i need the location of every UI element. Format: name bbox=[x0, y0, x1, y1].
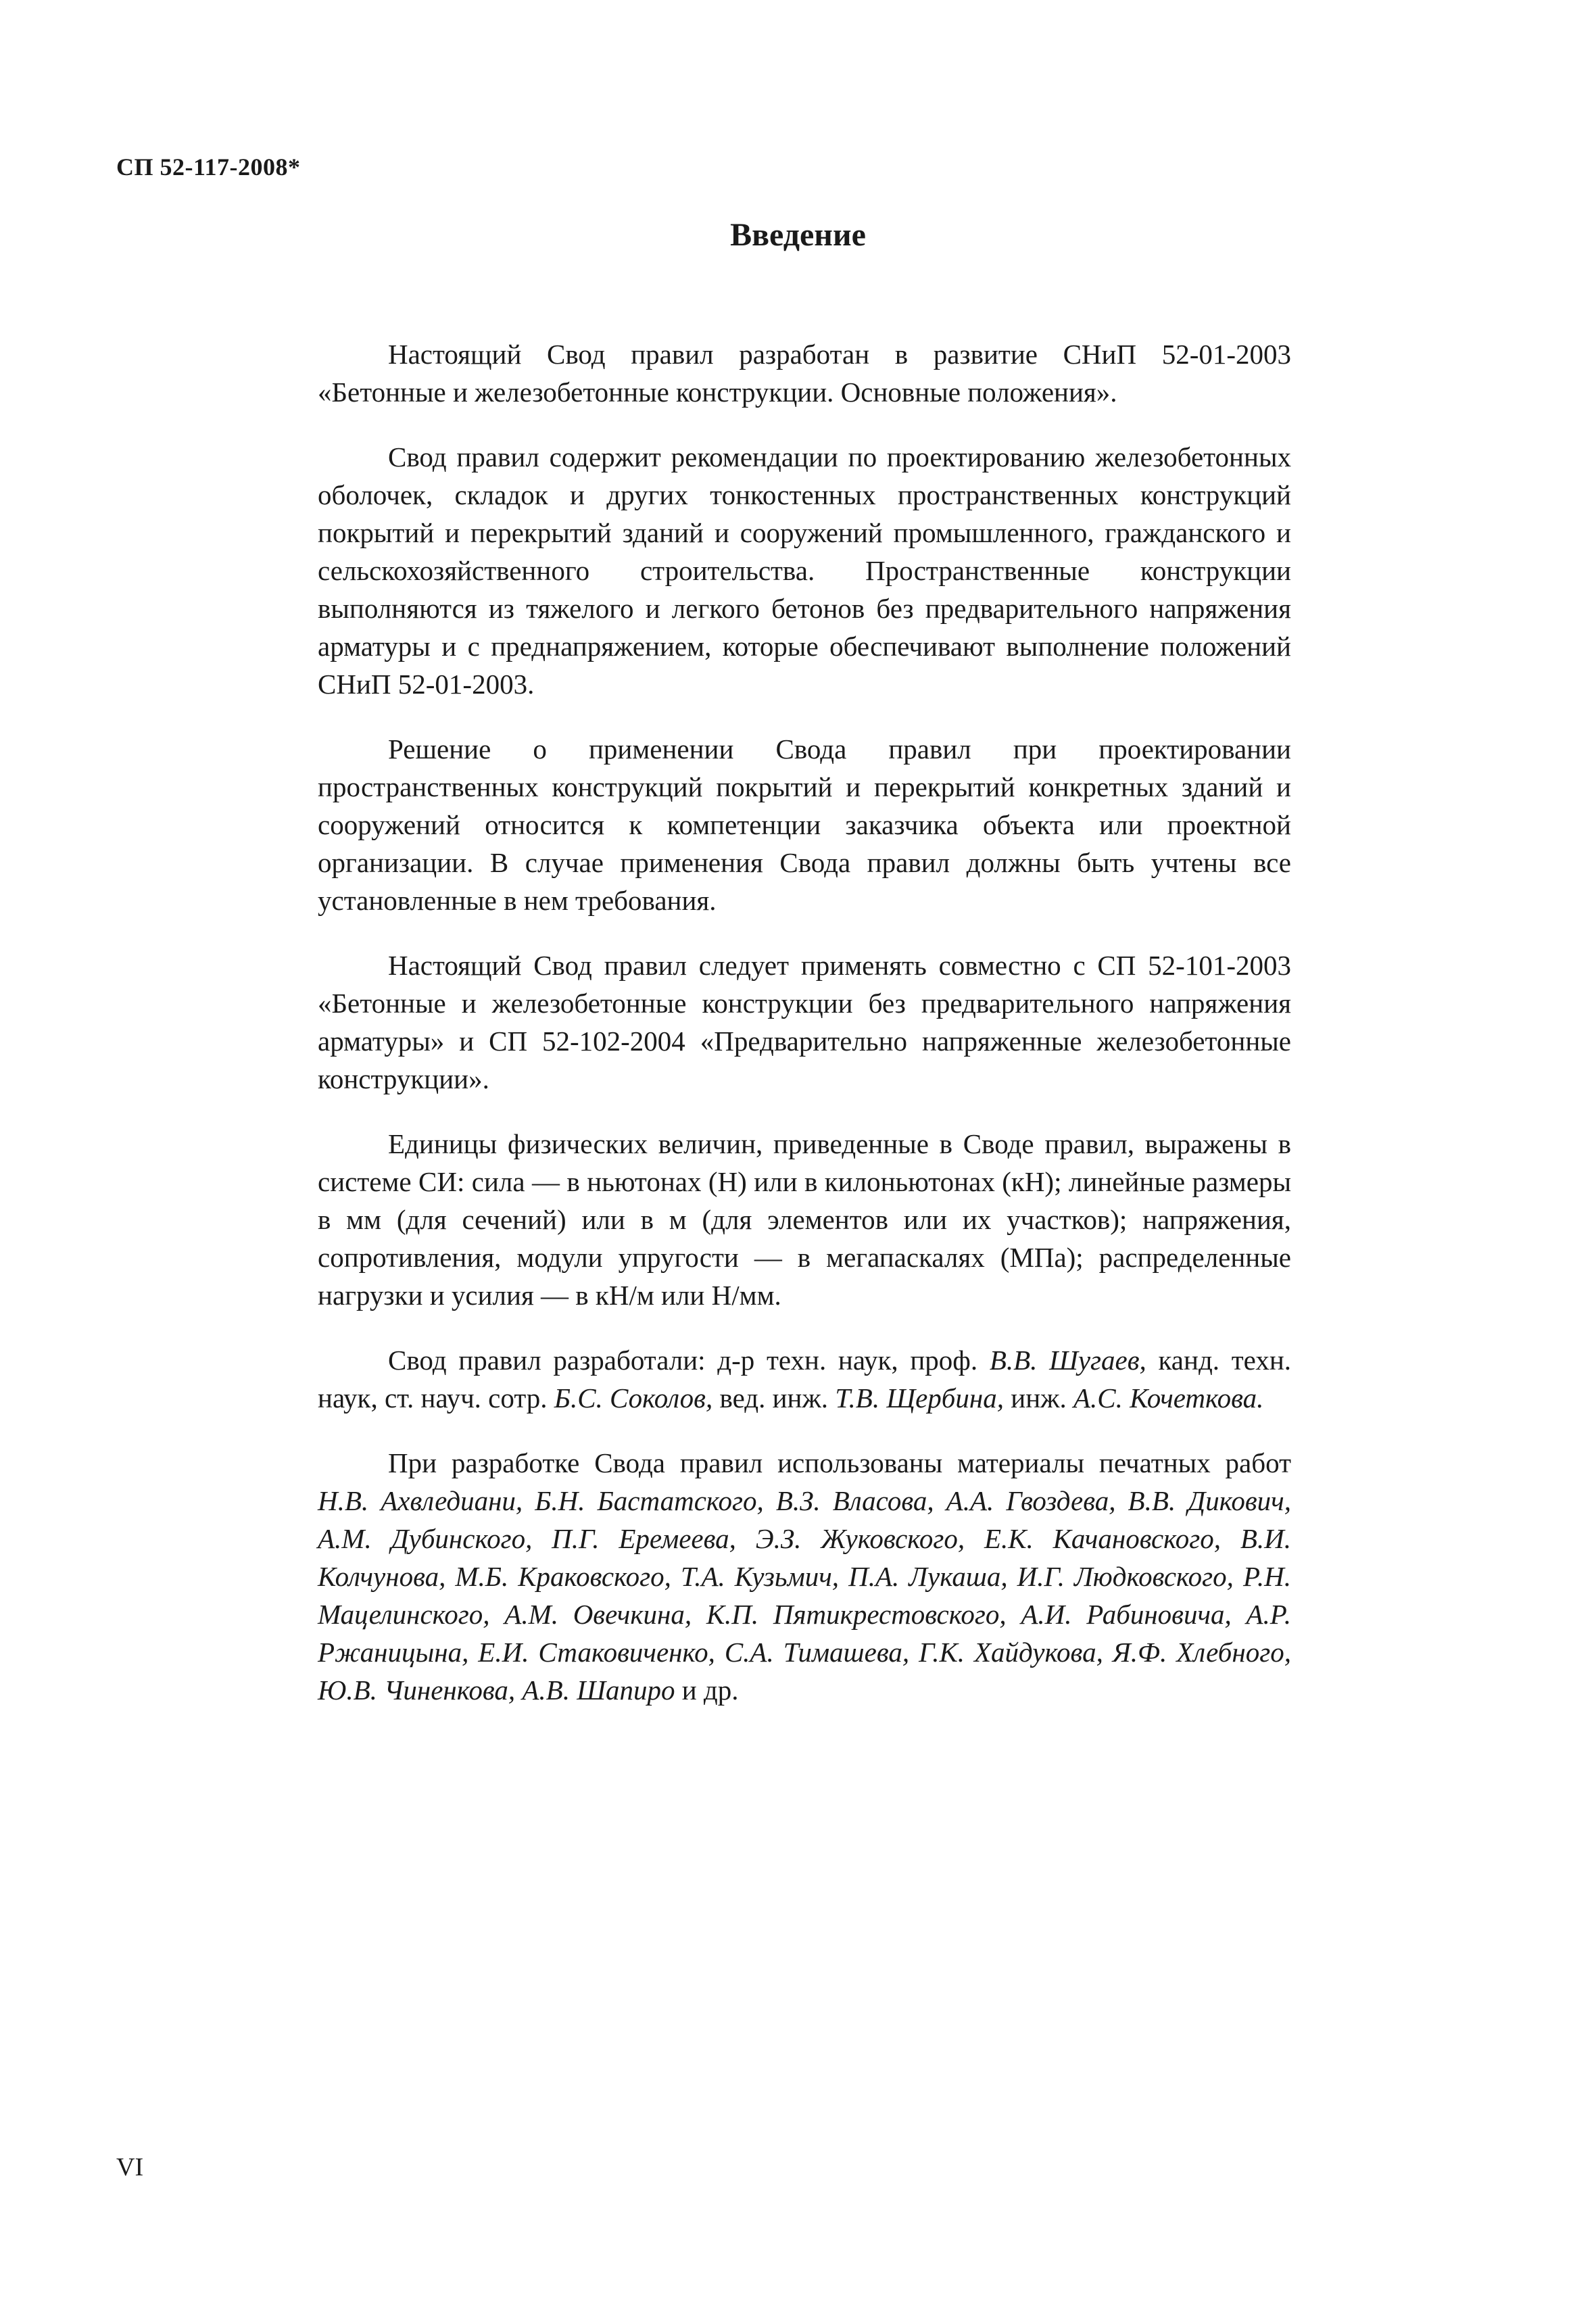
developer-role: инж. bbox=[1011, 1382, 1067, 1414]
paragraph-scope: Свод правил содержит рекомендации по проектированию железобетонных оболочек, складок и других тонкостенных пространственных конструкций покрытий и перекрытий зданий и сооружений промышленного, гражданского и сельскохозяйственного строительства. Пространственные конструкции выполняются из тяжелого и легкого бетонов без предварительного напряжения арматуры и с преднапряжением, которые обеспечивают выполнение положений СНиП 52-01-2003. bbox=[318, 441, 1291, 700]
materials-intro: При разработке Свода правил использованы материалы печатных работ bbox=[388, 1447, 1291, 1478]
paragraph-related-standards: Настоящий Свод правил следует применять совместно с СП 52-101-2003 «Бетонные и железобетонные конструкции без предварительного напряжения арматуры» и СП 52-102-2004 «Предварительно напряженные железобетонные конструкции». bbox=[318, 950, 1291, 1094]
paragraph-units: Единицы физических величин, приведенные в Своде правил, выражены в системе СИ: сила — в ньютонах (Н) или в килоньютонах (кН); линейные размеры в мм (для сечений) или в м (для элементов или их участков); напряжения, сопротивления, модули упругости — в мегапаскалях (МПа); распределенные нагрузки и усилия — в кН/м или Н/мм. bbox=[318, 1128, 1291, 1311]
paragraph-application: Решение о применении Свода правил при проектировании пространственных конструкций покрытий и перекрытий конкретных зданий и сооружений относится к компетенции заказчика объекта или проектной организации. В случае применения Свода правил должны быть учтены все установленные в нем требования. bbox=[318, 733, 1291, 916]
developer-role: канд. техн. наук, ст. науч. сотр. bbox=[318, 1345, 1292, 1414]
paragraph-developers bbox=[318, 1341, 1291, 1417]
developer-name: В.В. Шугаев, bbox=[989, 1345, 1146, 1376]
page-number: VI bbox=[116, 2153, 144, 2181]
page-title: Введение bbox=[730, 217, 866, 253]
materials-authors: Н.В. Ахвледиани, Б.Н. Бастатского, В.З. Власова, А.А. Гвоздева, В.В. Дикович, А.М. Дубинского, П.Г. Еремеева, Э.З. Жуковского, Е.К. Качановского, В.И. Колчунова, М.Б. Краковского, Т.А. Кузьмич, П.А. Лукаша, И.Г. Людковского, Р.Н. Мацелинского, А.М. Овечкина, К.П. Пятикрестовского, А.И. Рабиновича, А.Р. Ржаницына, Е.И. Стаковиченко, С.А. Тимашева, Г.К. Хайдукова, Я.Ф. Хлебного, Ю.В. Чиненкова, А.В. Шапиро bbox=[318, 1485, 1291, 1706]
developers-intro: Свод правил разработали: д-р техн. наук, проф. bbox=[388, 1345, 978, 1376]
introduction-body bbox=[318, 335, 1291, 1709]
developer-name: Б.С. Соколов, bbox=[554, 1382, 713, 1414]
developer-role: вед. инж. bbox=[719, 1382, 829, 1414]
paragraph-purpose: Настоящий Свод правил разработан в развитие СНиП 52-01-2003 «Бетонные и железобетонные конструкции. Основные положения». bbox=[318, 339, 1291, 408]
document-code: СП 52-117-2008* bbox=[116, 153, 301, 180]
developer-name: Т.В. Щербина, bbox=[835, 1382, 1004, 1414]
paragraph-materials bbox=[318, 1444, 1291, 1709]
materials-outro: и др. bbox=[681, 1674, 739, 1706]
developer-name: А.С. Кочеткова. bbox=[1073, 1382, 1264, 1414]
